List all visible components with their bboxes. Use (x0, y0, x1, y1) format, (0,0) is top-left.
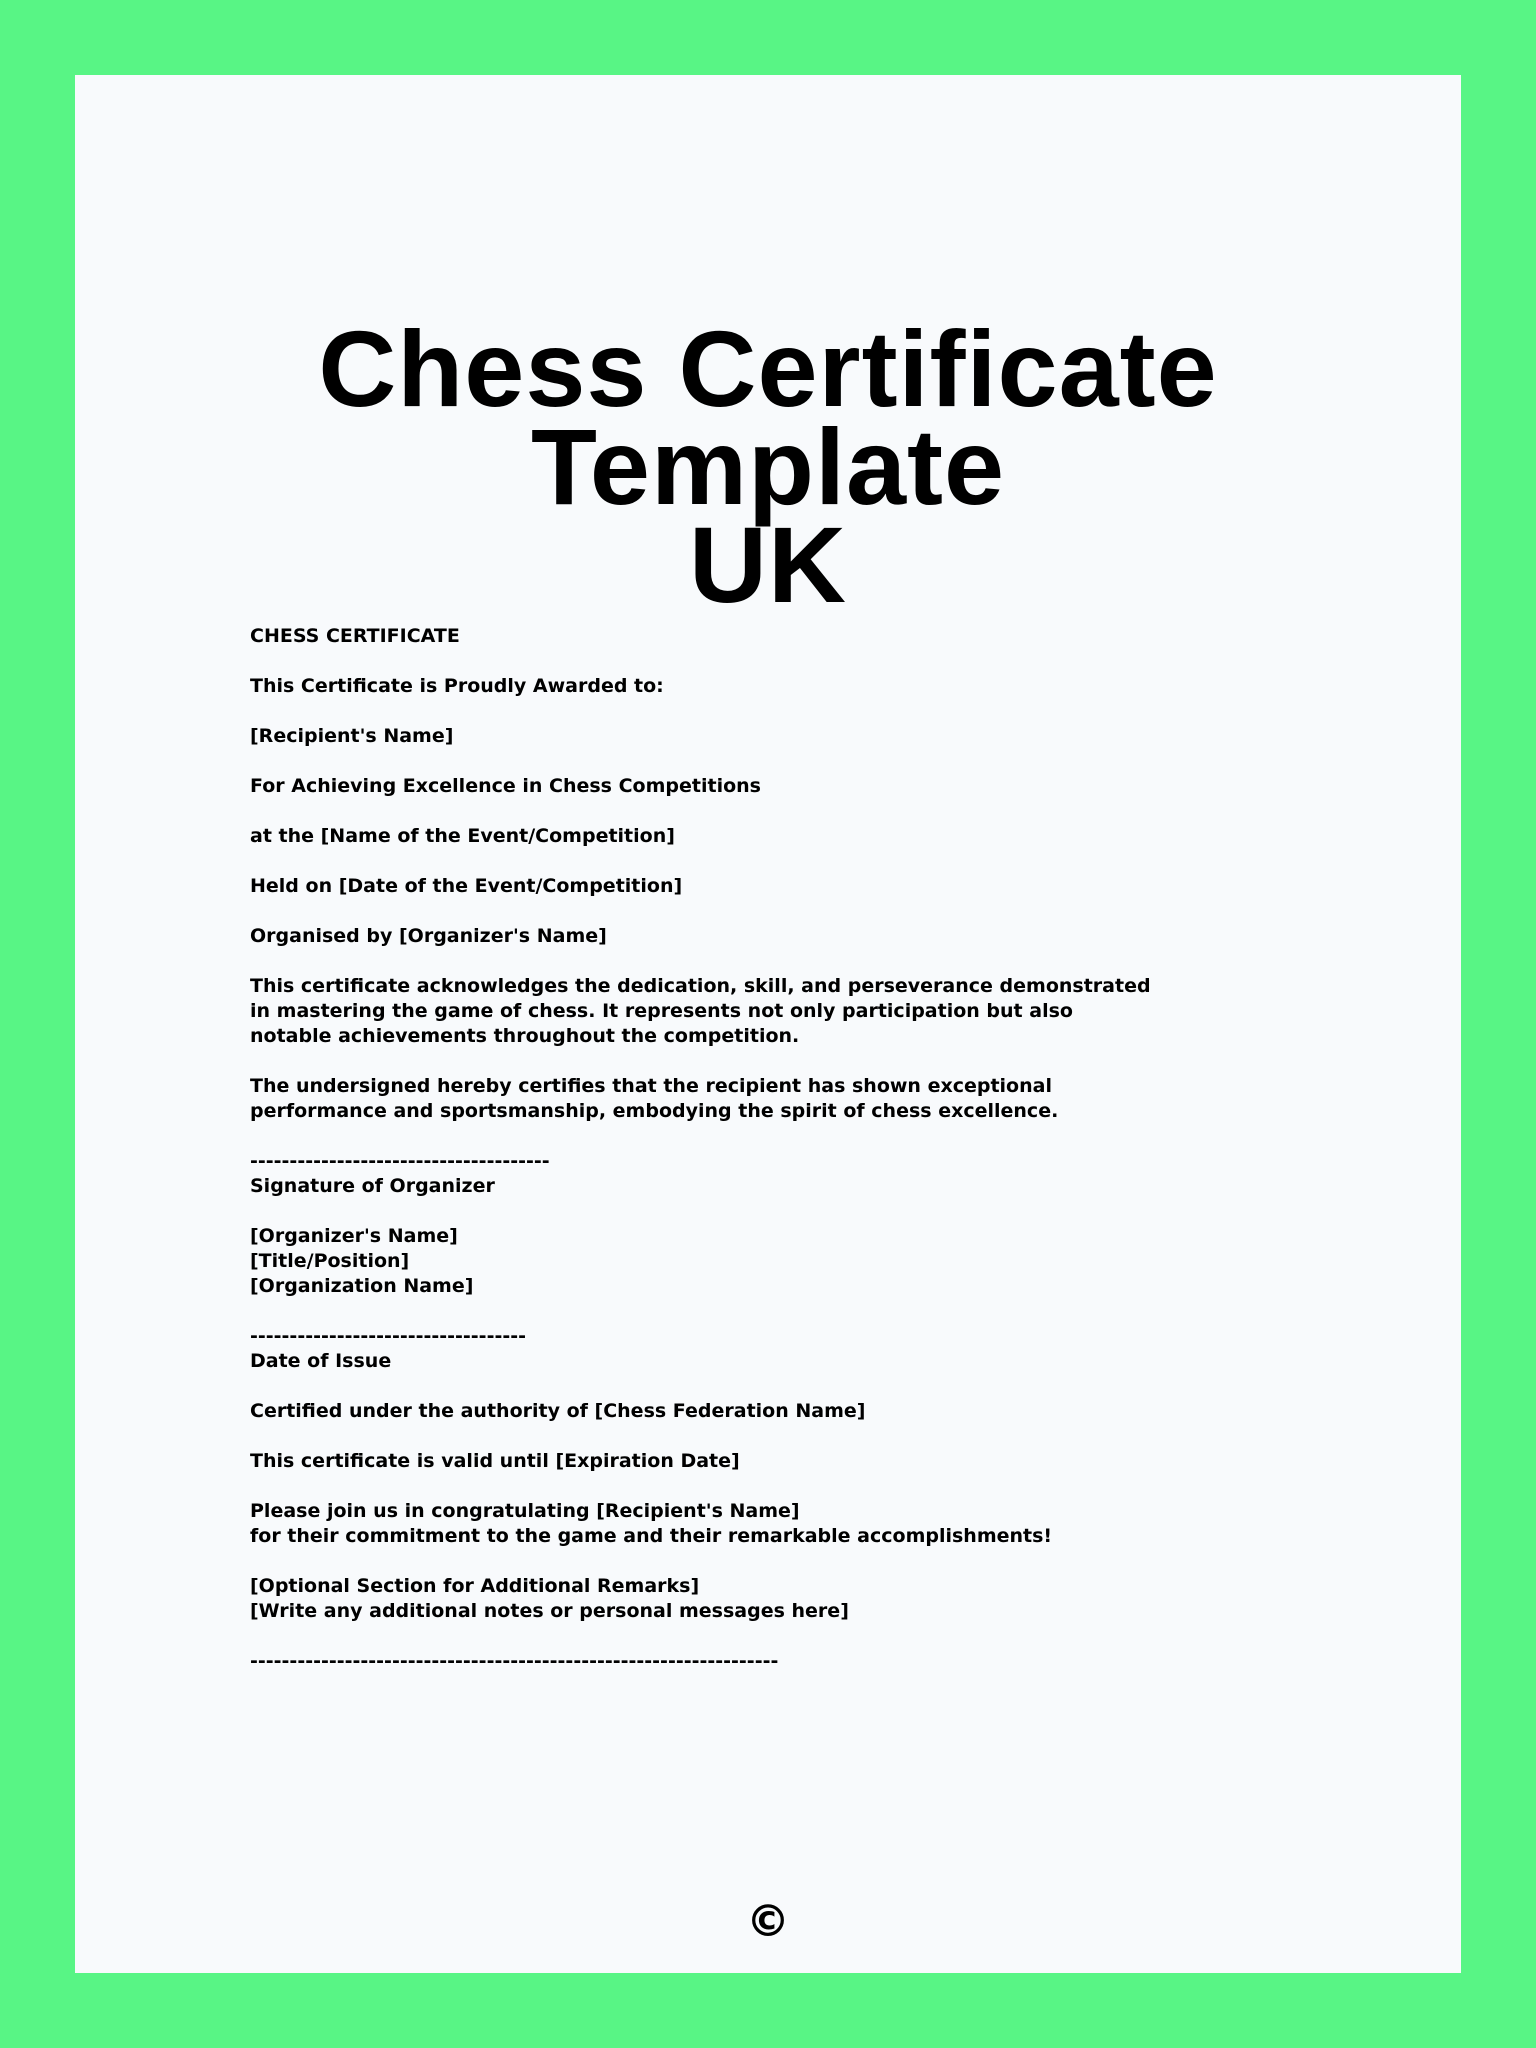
page-title-line-2: UK (689, 504, 847, 625)
congratulations-line: for their commitment to the game and their remarkable accomplishments! (250, 1525, 1053, 1547)
congratulations-line: Please join us in congratulating [Recipient's Name] (250, 1500, 800, 1522)
achievement-text: For Achieving Excellence in Chess Competitions (250, 775, 761, 797)
copyright-icon: © (746, 1896, 790, 1947)
awarded-to-text: This Certificate is Proudly Awarded to: (250, 675, 664, 697)
remarks-line: [Write any additional notes or personal messages here] (250, 1600, 849, 1622)
recipient-name: [Recipient's Name] (250, 725, 454, 747)
organizer-title: [Title/Position] (250, 1250, 410, 1272)
acknowledgement-line: in mastering the game of chess. It represents not only participation but also (250, 1000, 1073, 1022)
remarks-line: [Optional Section for Additional Remarks] (250, 1575, 700, 1597)
validity-text: This certificate is valid until [Expiration Date] (250, 1450, 740, 1472)
certification-line: The undersigned hereby certifies that the recipient has shown exceptional (250, 1075, 1052, 1097)
event-date: Held on [Date of the Event/Competition] (250, 875, 683, 897)
page-title (75, 308, 1461, 625)
authority-text: Certified under the authority of [Chess Federation Name] (250, 1400, 866, 1422)
certificate-page (75, 75, 1461, 1973)
signature-rule: -------------------------------------- (250, 1150, 550, 1172)
page-title-line-1: Chess Certificate Template (318, 308, 1218, 527)
event-name: at the [Name of the Event/Competition] (250, 825, 675, 847)
organised-by: Organised by [Organizer's Name] (250, 925, 607, 947)
organization-name: [Organization Name] (250, 1275, 474, 1297)
closing-rule: ------------------------------------------------------------------- (250, 1650, 779, 1672)
acknowledgement-line: notable achievements throughout the competition. (250, 1025, 800, 1047)
organizer-name: [Organizer's Name] (250, 1225, 458, 1247)
date-rule: ----------------------------------- (250, 1325, 527, 1347)
acknowledgement-line: This certificate acknowledges the dedication, skill, and perseverance demonstrated (250, 975, 1151, 997)
certificate-heading: CHESS CERTIFICATE (250, 625, 460, 647)
signature-label: Signature of Organizer (250, 1175, 495, 1197)
certificate-body (250, 624, 1150, 1674)
date-of-issue-label: Date of Issue (250, 1350, 392, 1372)
certification-line: performance and sportsmanship, embodying the spirit of chess excellence. (250, 1100, 1059, 1122)
